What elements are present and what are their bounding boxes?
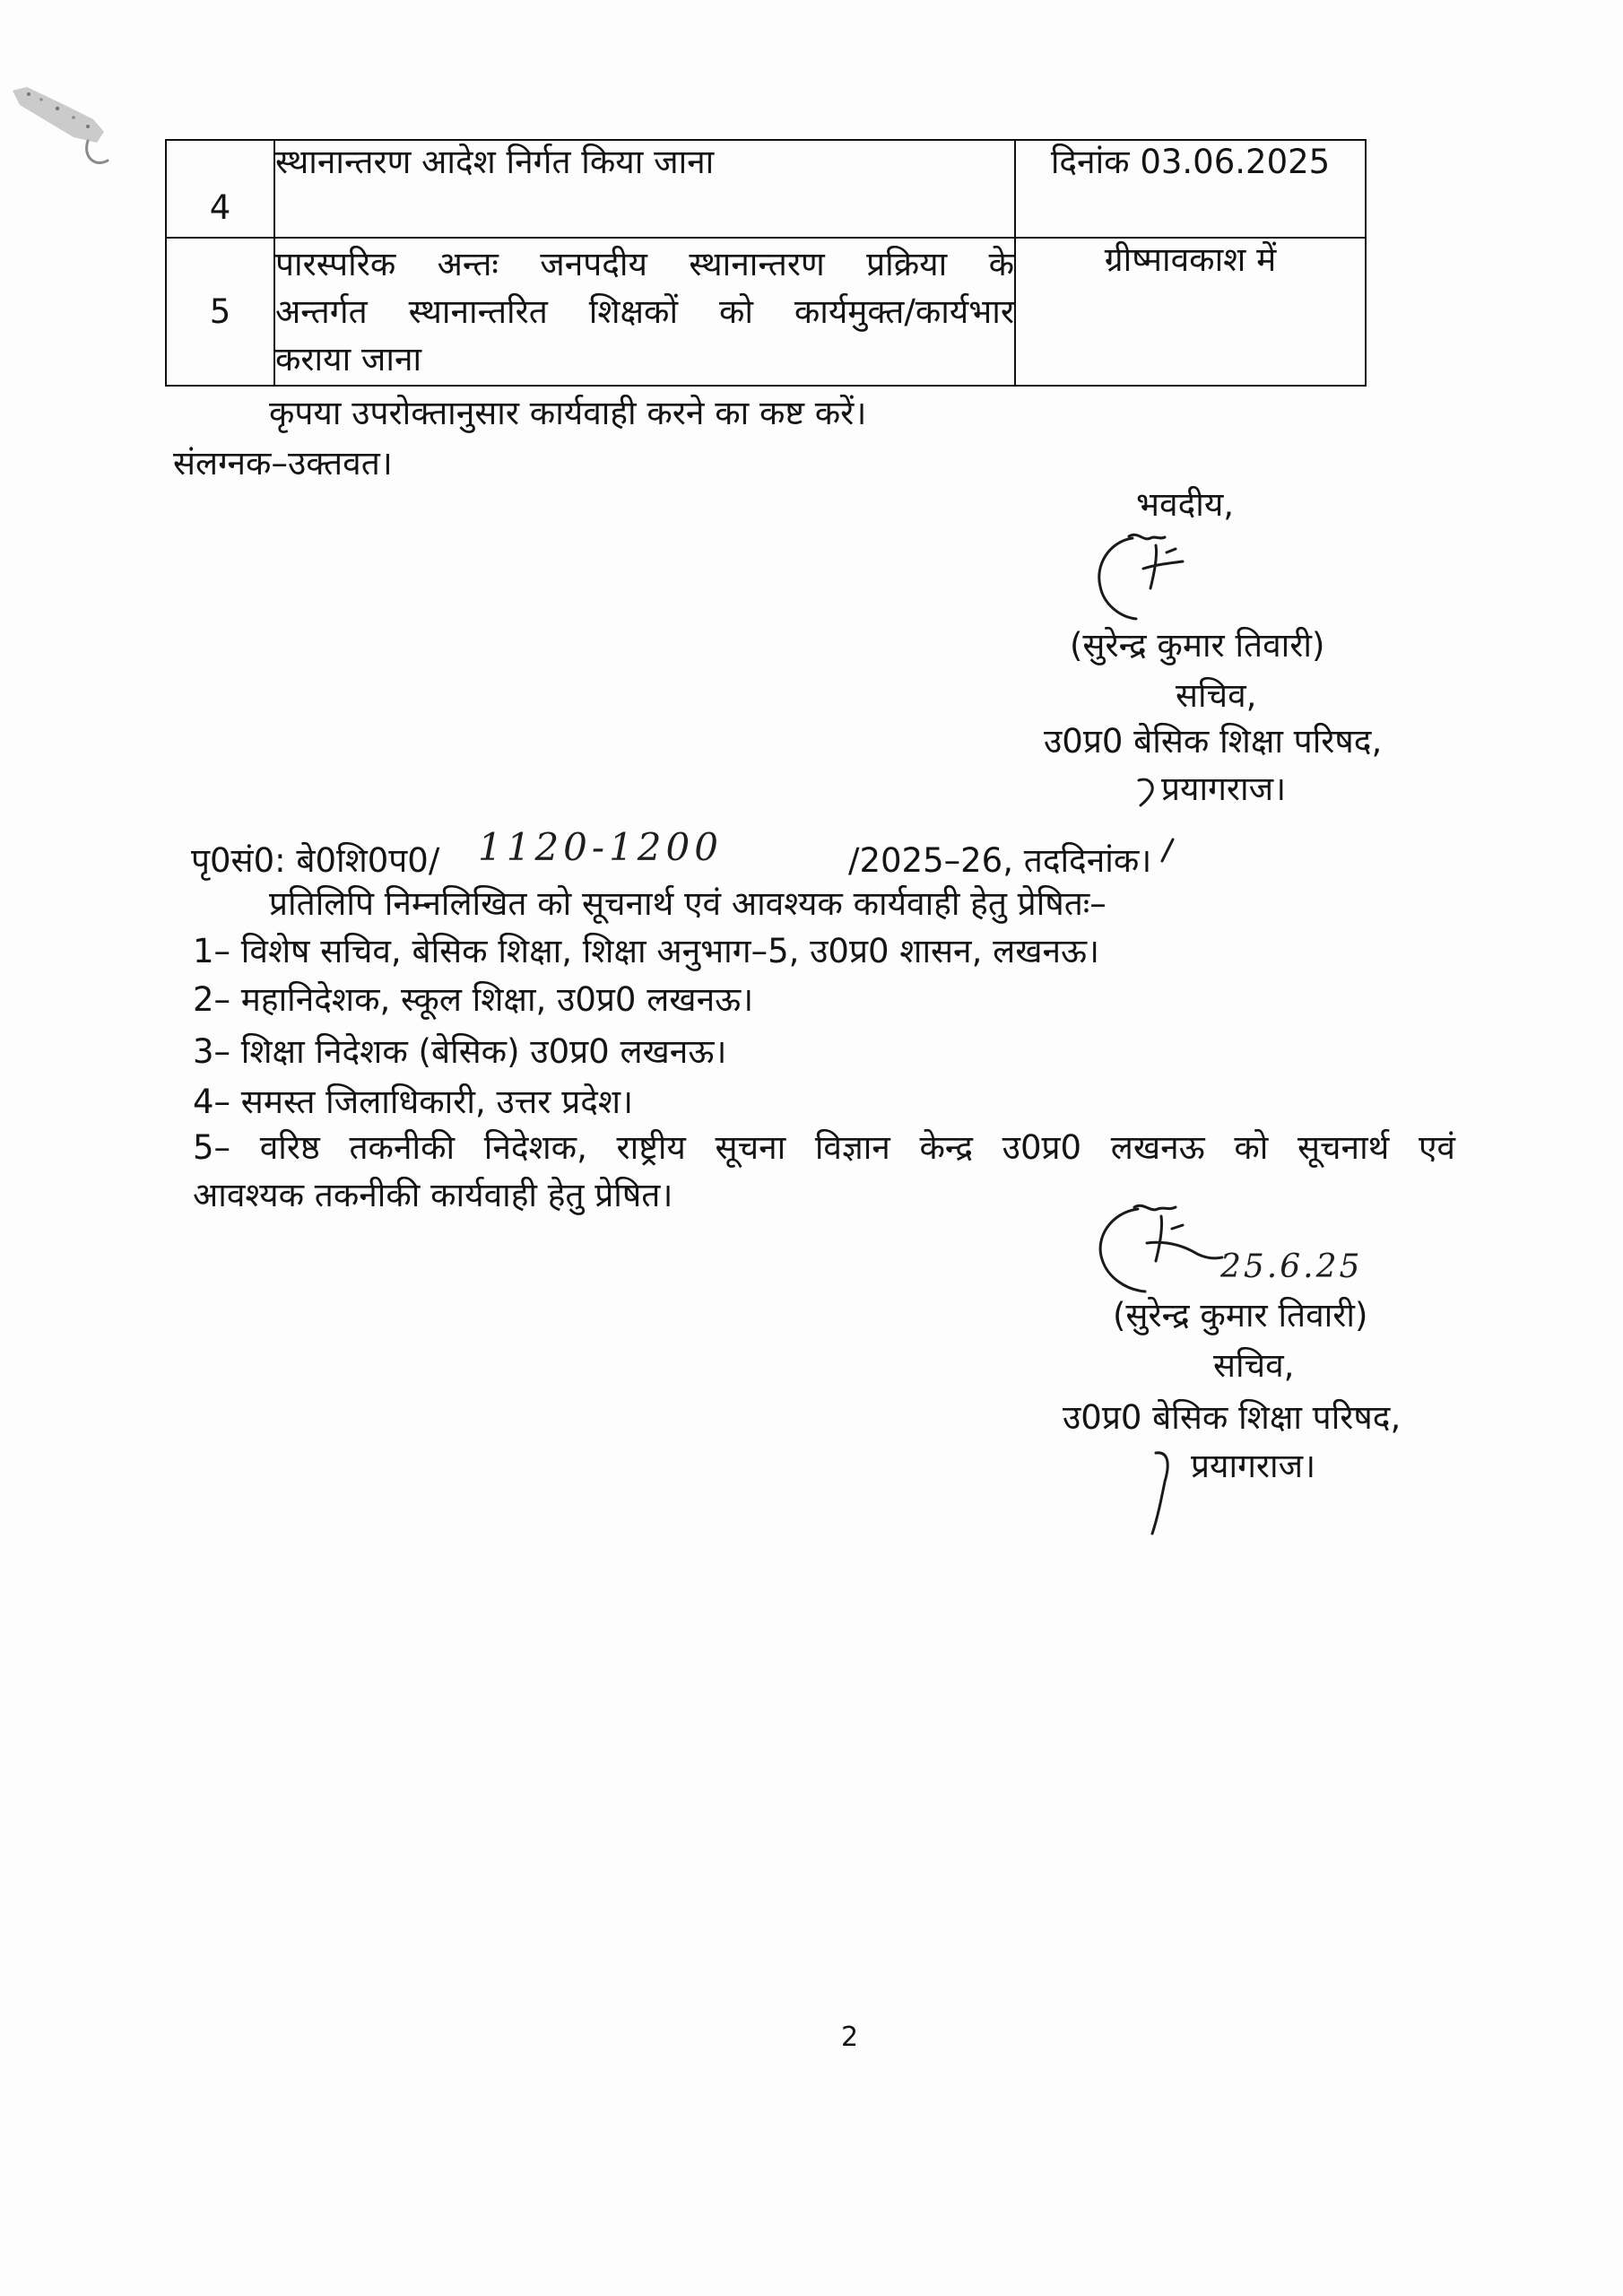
serial-cell: [166, 140, 274, 238]
signatory-designation: सचिव,: [1213, 1346, 1295, 1385]
activity-cell: [274, 140, 1015, 238]
recipient-item: 2– महानिदेशक, स्कूल शिक्षा, उ0प्र0 लखनऊ।: [193, 980, 754, 1019]
signature-icon: [1089, 1202, 1224, 1296]
signatory-designation: सचिव,: [1176, 676, 1257, 715]
handwritten-date: 25.6.25: [1220, 1248, 1363, 1285]
serial-number: 5: [209, 291, 231, 331]
signature-icon: [1089, 529, 1206, 628]
activity-line: पारस्परिक अन्तः जनपदीय स्थानान्तरण प्रक्रिया के: [275, 245, 1014, 283]
page-number: 2: [841, 2022, 859, 2053]
serial-cell: [166, 238, 274, 386]
recipient-item: 1– विशेष सचिव, बेसिक शिक्षा, शिक्षा अनुभाग–5, उ0प्र0 शासन, लखनऊ।: [193, 932, 1100, 970]
signatory-name: (सुरेन्द्र कुमार तिवारी): [1070, 626, 1325, 665]
recipient-item-line: 5– वरिष्ठ तकनीकी निदेशक, राष्ट्रीय सूचना विज्ञान केन्द्र उ0प्र0 लखनऊ को सूचनार्थ एवं: [193, 1128, 1455, 1167]
timeline-cell: [1015, 140, 1366, 238]
table-row: [166, 140, 1366, 238]
recipient-item: 3– शिक्षा निदेशक (बेसिक) उ0प्र0 लखनऊ।: [193, 1032, 727, 1071]
pen-mark-icon: [1157, 834, 1178, 866]
reference-suffix: /2025–26, तददिनांक।: [848, 841, 1152, 880]
reference-prefix: पृ0सं0: बे0शि0प0/: [191, 841, 440, 880]
salutation: भवदीय,: [1136, 485, 1235, 524]
activity-line: अन्तर्गत स्थानान्तरित शिक्षकों को कार्यमुक्त/कार्यभार: [275, 292, 1014, 331]
signatory-organization: उ0प्र0 बेसिक शिक्षा परिषद,: [1044, 722, 1383, 761]
serial-number: 4: [209, 188, 231, 227]
activity-line: स्थानान्तरण आदेश निर्गत किया जाना: [275, 143, 715, 181]
handwritten-reference-number: 1120-1200: [478, 825, 723, 869]
table-row: [166, 238, 1366, 386]
enclosure-text: संलग्नक–उक्तवत।: [173, 444, 393, 483]
schedule-table: [165, 139, 1367, 387]
copy-intro: प्रतिलिपि निम्नलिखित को सूचनार्थ एवं आवश्यक कार्यवाही हेतु प्रेषितः–: [269, 884, 1107, 923]
scan-punch-mark-icon: [11, 85, 114, 170]
signatory-city: प्रयागराज।: [1191, 1447, 1316, 1485]
timeline-text: ग्रीष्मावकाश में: [1104, 240, 1277, 279]
pen-mark-icon: [1132, 773, 1164, 809]
recipient-item-line: आवश्यक तकनीकी कार्यवाही हेतु प्रेषित।: [193, 1176, 673, 1214]
activity-cell: [274, 238, 1015, 386]
timeline-text: दिनांक 03.06.2025: [1050, 143, 1331, 181]
request-text: कृपया उपरोक्तानुसार कार्यवाही करने का कष्ट करें।: [269, 394, 867, 432]
signatory-city: प्रयागराज।: [1161, 770, 1287, 808]
timeline-cell: [1015, 238, 1366, 386]
recipient-item: 4– समस्त जिलाधिकारी, उत्तर प्रदेश।: [193, 1083, 634, 1121]
activity-line: कराया जाना: [275, 340, 422, 378]
signatory-organization: उ0प्र0 बेसिक शिक्षा परिषद,: [1063, 1398, 1402, 1437]
signatory-name: (सुरेन्द्र कुमार तिवारी): [1113, 1296, 1368, 1335]
pen-mark-icon: [1143, 1446, 1176, 1540]
